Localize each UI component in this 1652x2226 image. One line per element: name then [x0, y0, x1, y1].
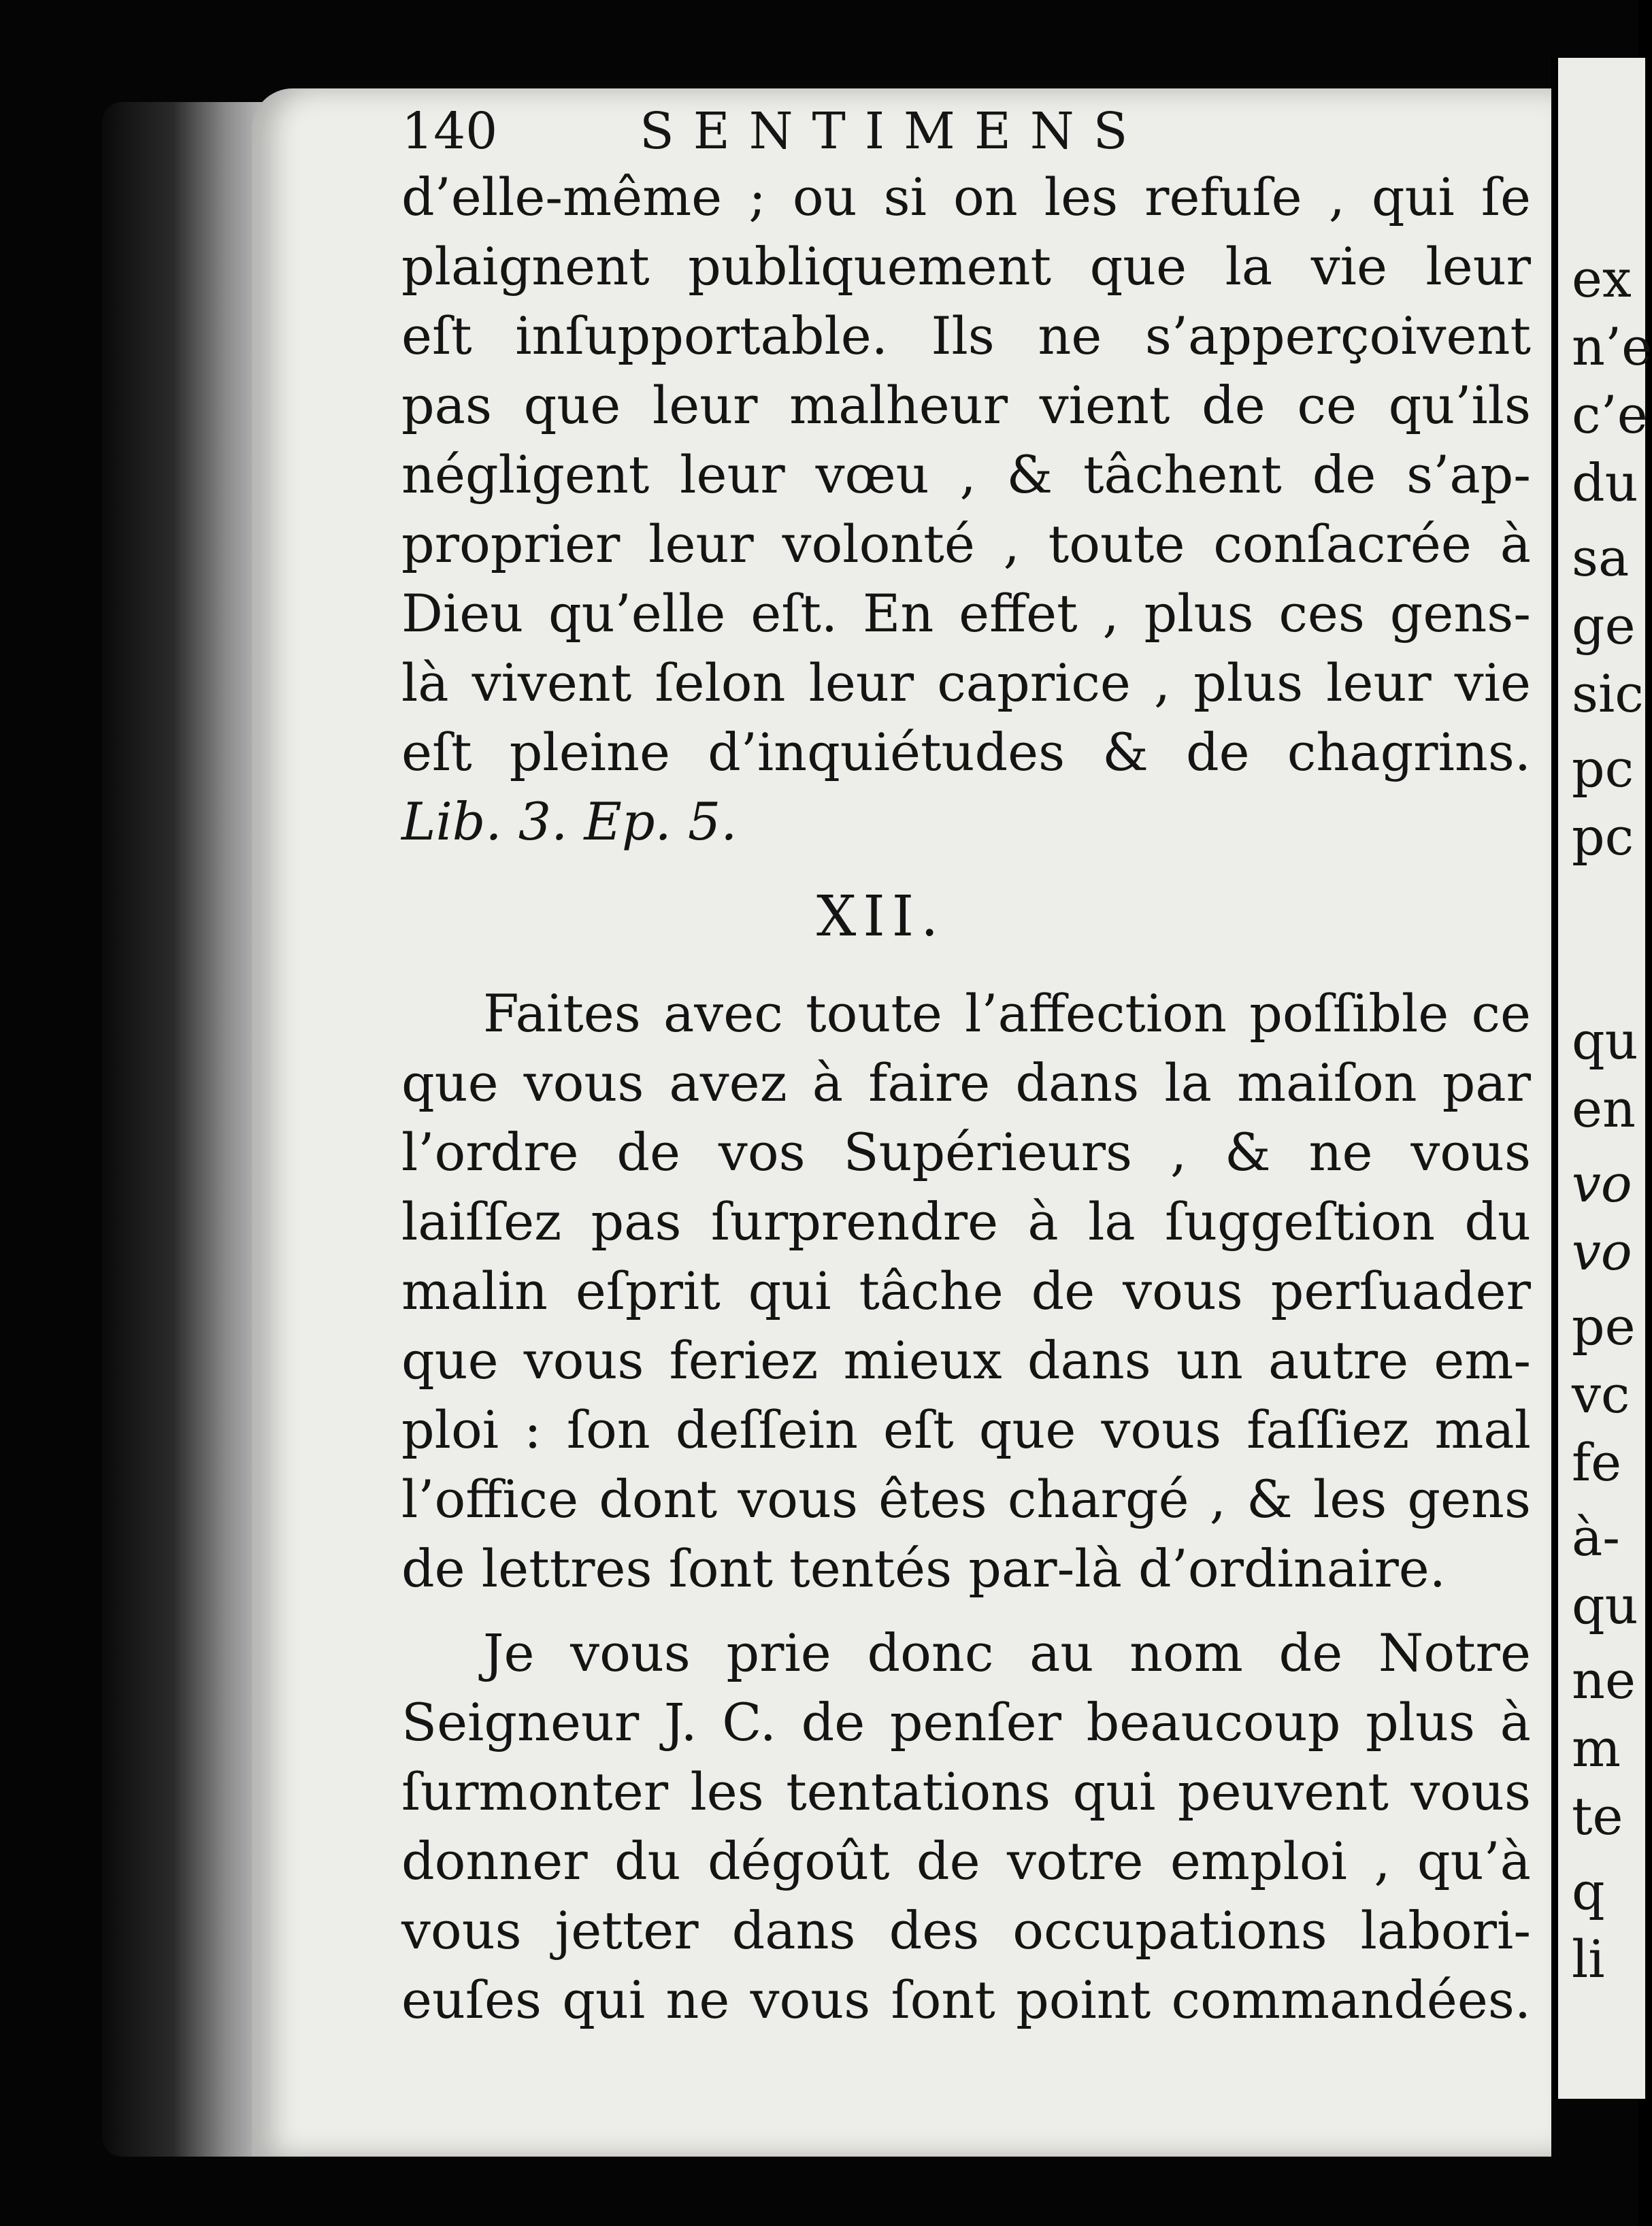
facing-page-fragment: vo — [1572, 1221, 1632, 1282]
text-line: que vous feriez mieux dans un autre em- — [401, 1330, 1531, 1391]
text-line: eſt inſupportable. Ils ne s’apperçoivent — [401, 305, 1531, 366]
facing-page-fragment: à- — [1572, 1507, 1620, 1567]
facing-page-fragment: pe — [1572, 1296, 1636, 1357]
text-line: Je vous prie donc au nom de Notre — [483, 1623, 1531, 1683]
text-line: proprier leur volonté , toute conſacrée à — [401, 514, 1531, 574]
text-line: ſurmonter les tentations qui peuvent vous — [401, 1761, 1531, 1822]
text-line: laiſſez pas ſurprendre à la ſuggeſtion du — [401, 1191, 1531, 1252]
page-header — [401, 102, 1544, 170]
facing-page-fragment: sa — [1572, 527, 1630, 588]
text-line: euſes qui ne vous ſont point commandées. — [401, 1970, 1531, 2030]
facing-page-fragment: te — [1572, 1786, 1623, 1846]
text-line: l’ordre de vos Supérieurs , & ne vous — [401, 1122, 1531, 1182]
text-line: Seigneur J. C. de penſer beaucoup plus à — [401, 1692, 1531, 1752]
running-title: SENTIMENS — [640, 102, 1147, 161]
facing-page-fragment: n’e — [1572, 316, 1652, 377]
facing-page-fragment: ne — [1572, 1650, 1636, 1710]
facing-page-fragment: ex — [1572, 248, 1632, 309]
text-line: d’elle-même ; ou si on les refuſe , qui ſe — [401, 167, 1531, 227]
facing-page-fragment: ge — [1572, 595, 1636, 656]
page-number: 140 — [401, 102, 498, 161]
facing-page-fragment: vo — [1572, 1153, 1632, 1214]
facing-page-fragment: en — [1572, 1078, 1636, 1139]
facing-page-fragment: q — [1572, 1861, 1605, 1921]
facing-page-fragment: pc — [1572, 738, 1634, 799]
text-line: là vivent ſelon leur caprice , plus leur vie — [401, 652, 1531, 713]
facing-page-fragment: qu — [1572, 1575, 1638, 1635]
text-line: ploi : ſon deſſein eſt que vous faſſiez mal — [401, 1399, 1531, 1460]
text-line: négligent leur vœu , & tâchent de s’ap- — [401, 444, 1531, 505]
facing-page-fragment: c’e — [1572, 384, 1648, 445]
text-line: Faites avec toute l’affection poſſible ce — [483, 983, 1531, 1044]
facing-page-fragment: sic — [1572, 663, 1644, 724]
facing-page-fragment: pc — [1572, 806, 1634, 867]
section-heading: XII. — [816, 884, 946, 949]
facing-page-fragment: qu — [1572, 1010, 1638, 1071]
facing-page-fragment: du — [1572, 452, 1638, 513]
text-line: vous jetter dans des occupations labori- — [401, 1900, 1531, 1961]
text-line: l’office dont vous êtes chargé , & les gens — [401, 1469, 1531, 1529]
text-line: de lettres ſont tentés par-là d’ordinaire. — [401, 1538, 1446, 1599]
text-line: plaignent publiquement que la vie leur — [401, 236, 1531, 297]
facing-page-fragment: m — [1572, 1718, 1621, 1778]
text-line: pas que leur malheur vient de ce qu’ils — [401, 375, 1531, 435]
facing-page-fragment: vc — [1572, 1364, 1630, 1425]
facing-page-fragment: li — [1572, 1929, 1605, 1989]
text-line: donner du dégoût de votre emploi , qu’à — [401, 1831, 1531, 1891]
citation: Lib. 3. Ep. 5. — [401, 791, 738, 852]
text-line: que vous avez à faire dans la maiſon par — [401, 1052, 1531, 1113]
text-line: eſt pleine d’inquiétudes & de chagrins. — [401, 722, 1531, 782]
facing-page-fragment: fe — [1572, 1432, 1622, 1493]
text-line: malin eſprit qui tâche de vous perſuader — [401, 1261, 1531, 1321]
text-line: Dieu qu’elle eſt. En effet , plus ces gens- — [401, 583, 1531, 644]
